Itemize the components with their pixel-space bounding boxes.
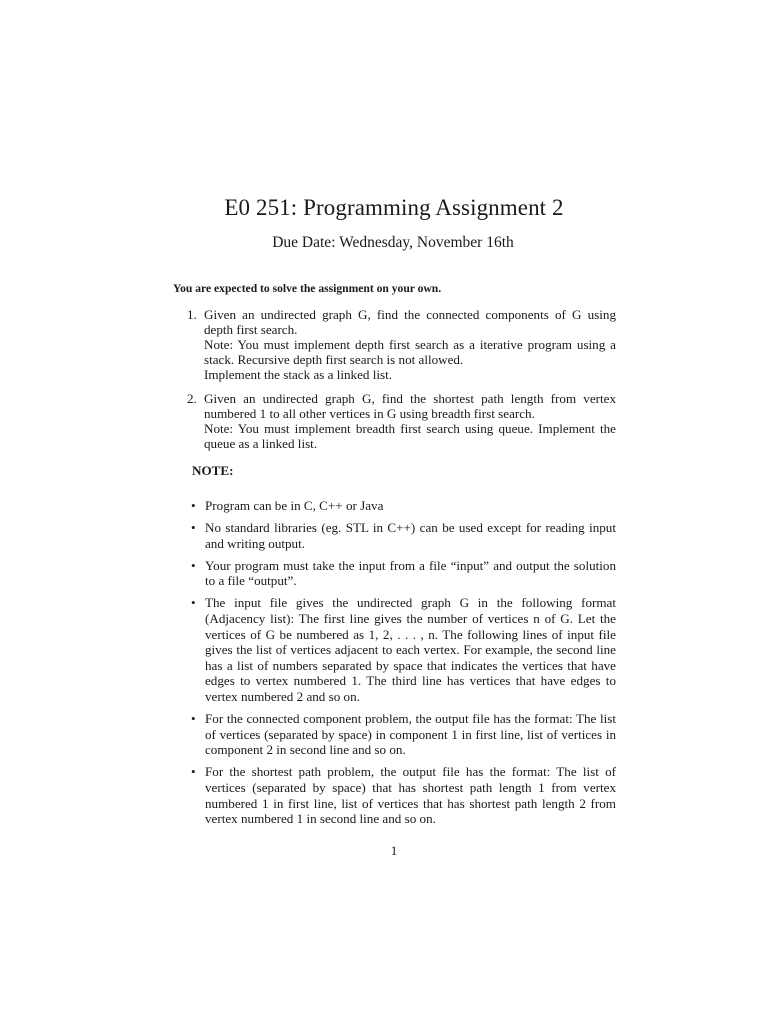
task-note: Note: You must implement breadth first search using queue. Implement the queue as a linked list. xyxy=(204,421,616,451)
note-item xyxy=(191,557,616,589)
page-title: E0 251: Programming Assignment 2 xyxy=(224,195,564,220)
note-heading: NOTE: xyxy=(192,463,234,478)
note-text: For the shortest path problem, the output file has the format: The list of vertices (separated by space) that has shortest path length 1 from vertex numbered 1 in first line, list of vertices that has shortest path length 2 from vertex numbered 1 in second line and so on. xyxy=(205,764,616,827)
bullet-icon: • xyxy=(191,595,196,611)
page-number: 1 xyxy=(390,843,398,858)
note-item xyxy=(191,520,616,551)
notes-list xyxy=(191,498,616,833)
note-item xyxy=(191,595,616,705)
note-text: For the connected component problem, the output file has the format: The list of vertices (separated by space) in component 1 in first line, list of vertices in component 2 in second line and so on. xyxy=(205,711,616,758)
task-note: Implement the stack as a linked list. xyxy=(204,367,392,382)
task-list xyxy=(187,307,616,460)
task-item-1 xyxy=(187,307,616,382)
task-note: Note: You must implement depth first search as a iterative program using a stack. Recursive depth first search is not allowed. xyxy=(204,337,616,367)
note-item xyxy=(191,498,616,514)
note-text: Program can be in C, C++ or Java xyxy=(205,498,384,513)
task-number: 1. xyxy=(187,307,197,322)
note-item xyxy=(191,764,616,827)
due-date: Due Date: Wednesday, November 16th xyxy=(272,234,514,251)
bullet-icon: • xyxy=(191,498,196,513)
task-item-2 xyxy=(187,391,616,451)
bullet-icon: • xyxy=(191,711,196,727)
note-text: Your program must take the input from a file “input” and output the solution to a file “output”. xyxy=(205,557,616,589)
bullet-icon: • xyxy=(191,520,196,536)
bullet-icon: • xyxy=(191,557,196,573)
task-number: 2. xyxy=(187,391,197,406)
note-item xyxy=(191,711,616,758)
task-text: Given an undirected graph G, find the connected components of G using depth first search. xyxy=(204,307,616,337)
task-text: Given an undirected graph G, find the shortest path length from vertex numbered 1 to all other vertices in G using breadth first search. xyxy=(204,391,616,421)
note-text: No standard libraries (eg. STL in C++) can be used except for reading input and writing output. xyxy=(205,520,616,551)
bullet-icon: • xyxy=(191,764,196,780)
individual-work-warning: You are expected to solve the assignment on your own. xyxy=(173,282,442,295)
note-text: The input file gives the undirected graph G in the following format (Adjacency list): The first line gives the number of vertices n of G. Let the vertices of G be numbered as 1, 2, . . . , n. The following lines of input file gives the list of vertices adjacent to each vertex. For example, the second line has a list of numbers separated by space that indicates the vertices that have edges to vertex numbered 1. The third line has vertices that have edges to vertex numbered 2 and so on. xyxy=(205,595,616,705)
